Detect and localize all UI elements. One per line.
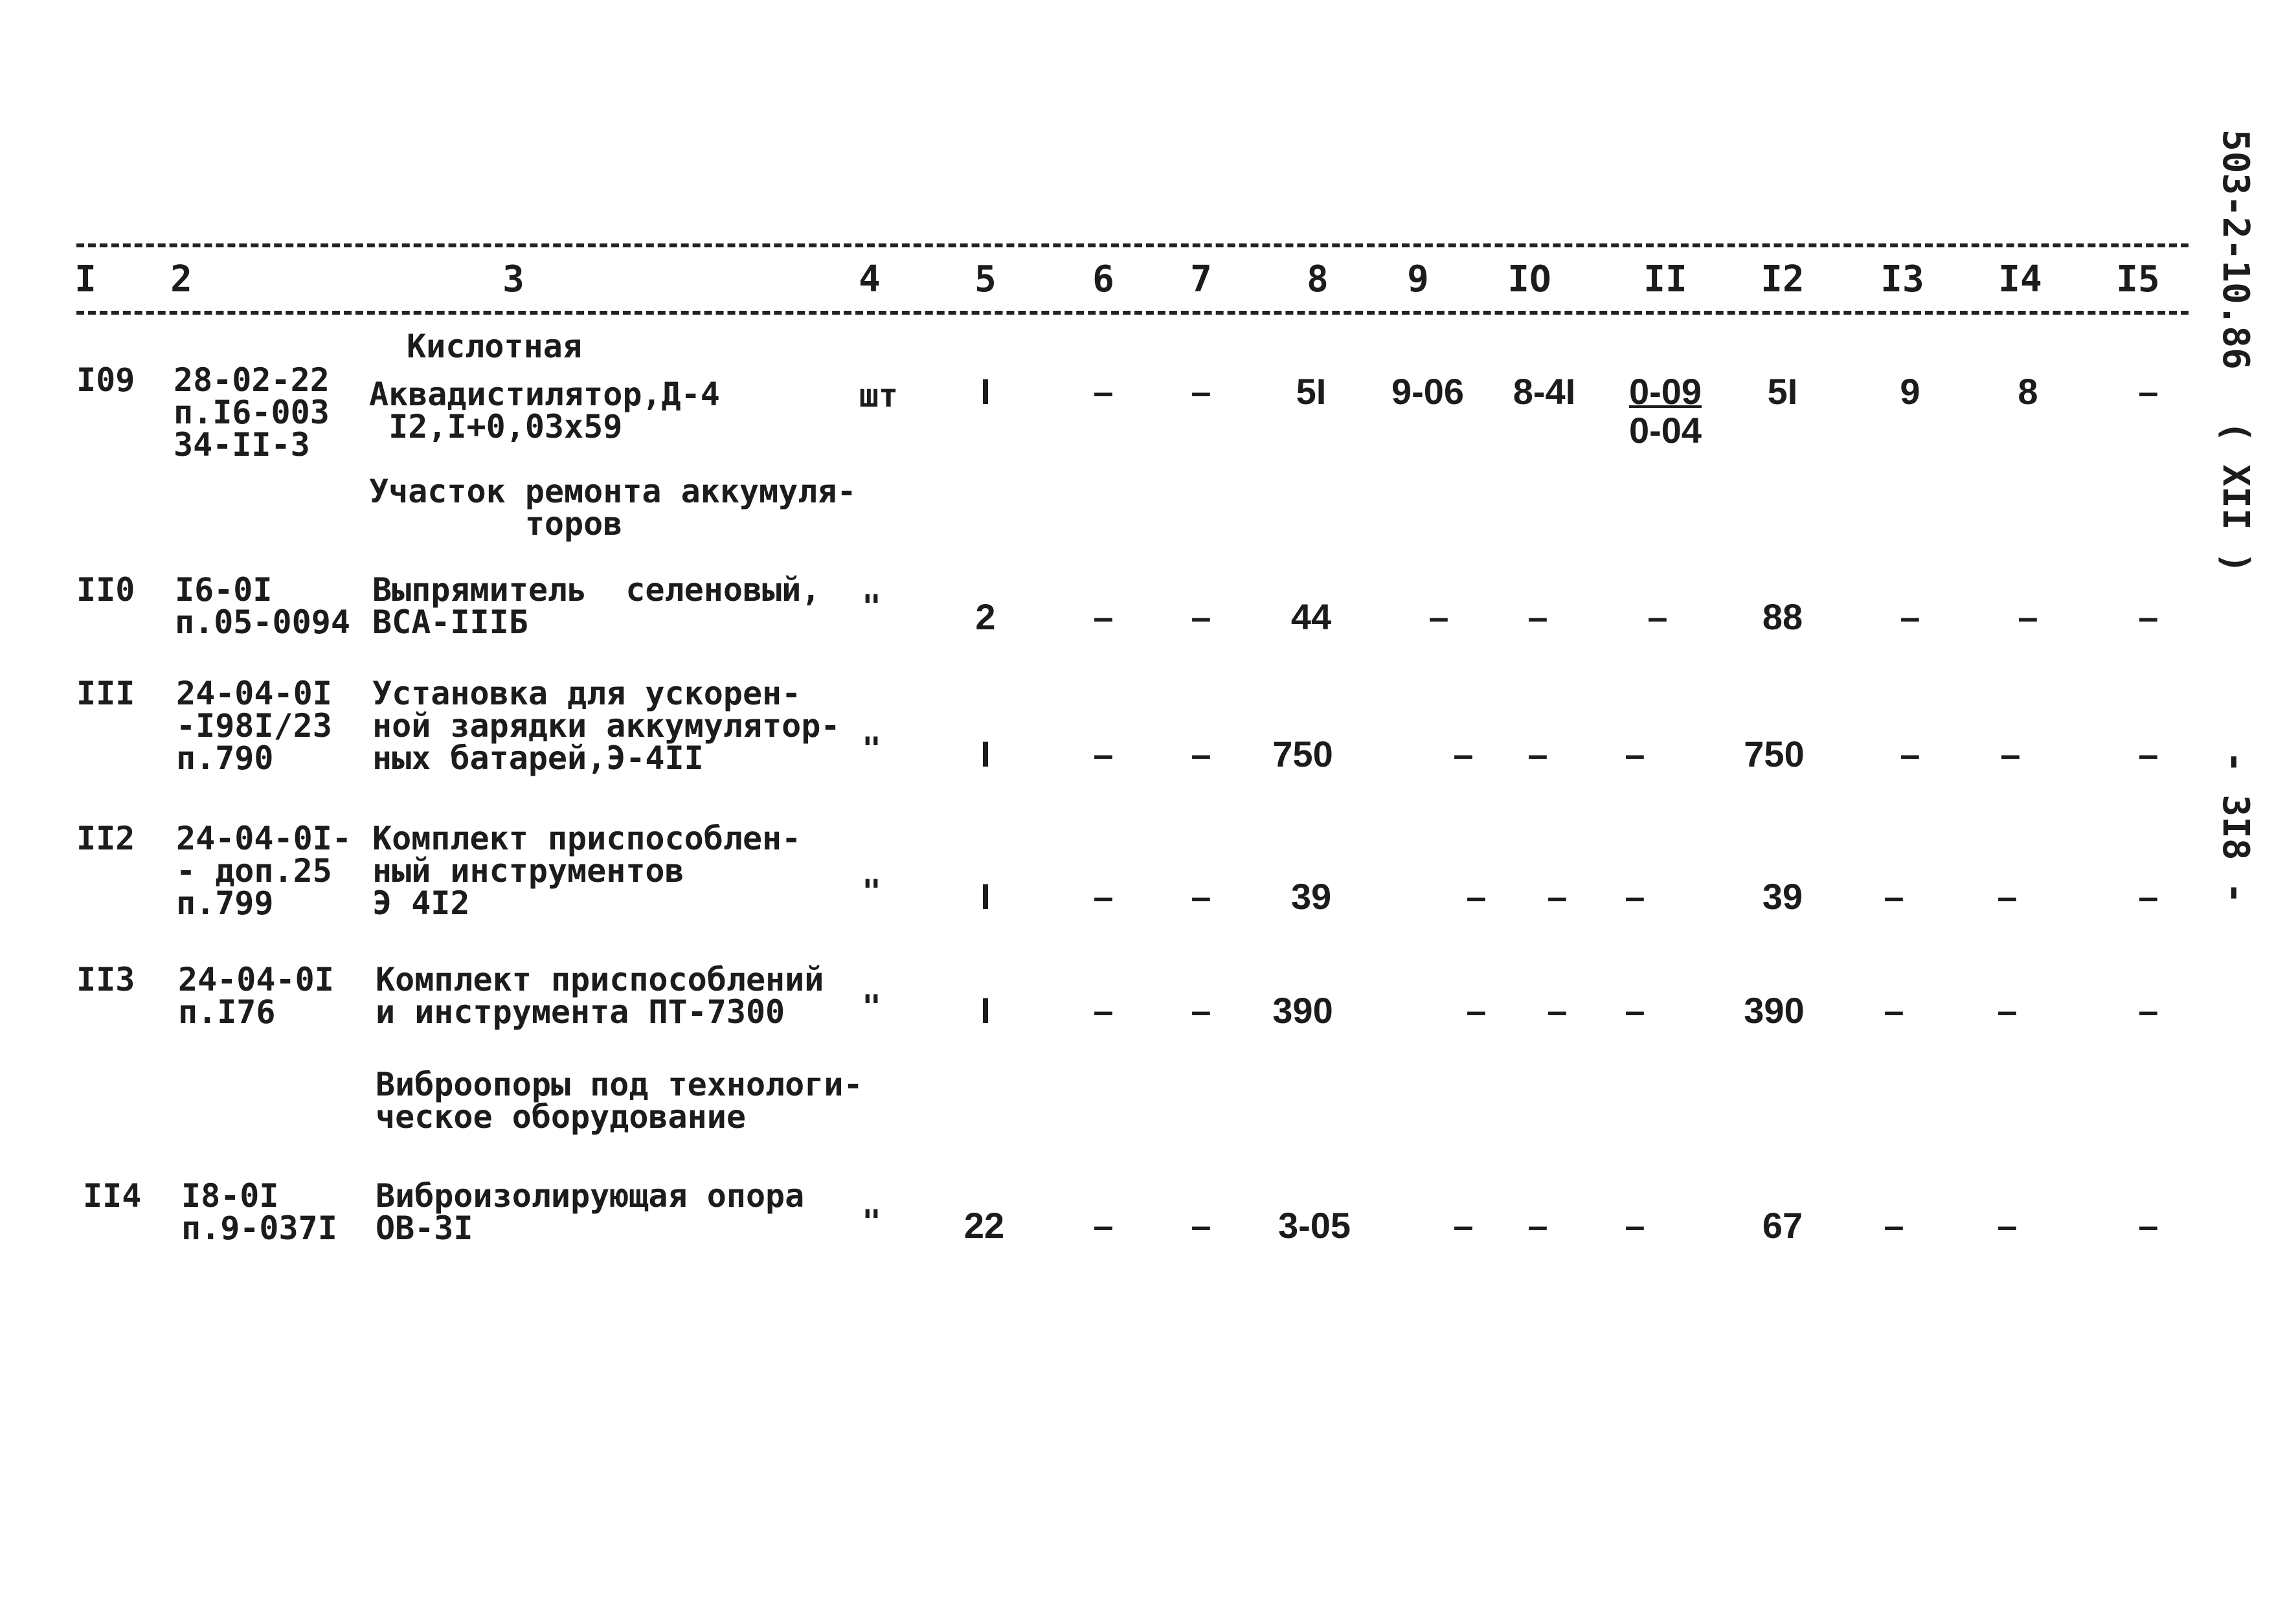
row-col11: –	[1625, 734, 1645, 774]
col-header-5: 5	[974, 258, 996, 300]
row-col14: –	[1997, 876, 2018, 917]
row-col11: –	[1625, 990, 1645, 1031]
row-col6: –	[1093, 734, 1114, 774]
col-header-1: I	[74, 258, 96, 300]
row-number: II2	[76, 820, 135, 857]
row-col10: –	[1527, 1205, 1548, 1246]
row-code: 24-04-0I- - доп.25 п.799	[176, 820, 352, 922]
row-col13: –	[1884, 1205, 1904, 1246]
row-code: 24-04-0I п.I76	[178, 961, 334, 1031]
section-heading-acid: Кислотная	[407, 328, 582, 365]
row-col7: –	[1191, 990, 1211, 1031]
row-col12: 88	[1762, 596, 1803, 637]
row-col6: –	[1093, 990, 1114, 1031]
row-col14: 8	[2018, 371, 2038, 412]
row-col5: 2	[975, 596, 996, 637]
row-col13: –	[1884, 990, 1904, 1031]
col-header-14: I4	[1998, 258, 2042, 300]
row-name: Аквадистилятор,Д-4 I2,I+0,03x59	[369, 376, 720, 445]
row-col15: –	[2138, 1205, 2159, 1246]
row-col15: –	[2138, 990, 2159, 1031]
row-col9: –	[1428, 596, 1449, 637]
row-code: I6-0I п.05-0094	[175, 571, 350, 641]
row-col14: –	[1997, 990, 2018, 1031]
row-col12: 5I	[1767, 371, 1798, 412]
row-col9: –	[1453, 734, 1474, 774]
col-header-9: 9	[1407, 258, 1429, 300]
row-col12: 39	[1762, 876, 1803, 917]
row-col15: –	[2138, 734, 2159, 774]
row-col5: I	[980, 371, 991, 412]
header-top-rule	[76, 243, 2189, 247]
row-number: III	[76, 675, 135, 712]
row-name: Комплект приспособлений и инструмента ПТ-7300	[376, 961, 824, 1031]
col-header-11: II	[1643, 258, 1687, 300]
row-col15: –	[2138, 596, 2159, 637]
row-col14: –	[2000, 734, 2021, 774]
row-col10: –	[1547, 876, 1568, 917]
row-col11: –	[1647, 596, 1668, 637]
row-unit: "	[861, 730, 882, 768]
row-number: I09	[76, 361, 135, 399]
section-heading-vibration-mounts: Виброопоры под технологи- ческое оборудование	[376, 1066, 863, 1136]
row-col6: –	[1093, 1205, 1114, 1246]
row-col10: –	[1527, 734, 1548, 774]
col-header-8: 8	[1307, 258, 1329, 300]
row-number: II4	[83, 1177, 142, 1215]
row-code: 28-02-22 п.I6-003 34-II-3	[174, 361, 330, 464]
row-name: Выпрямитель селеновый, ВСА-IIIБ	[372, 571, 821, 641]
row-code: I8-0I п.9-037I	[181, 1177, 337, 1247]
row-number: II0	[76, 571, 135, 609]
row-col8: 39	[1290, 876, 1332, 917]
row-col14: –	[2018, 596, 2038, 637]
row-col11: –	[1625, 1205, 1645, 1246]
side-volume-number: ( XII )	[2214, 421, 2257, 574]
row-col15: –	[2138, 876, 2159, 917]
row-col10: –	[1527, 596, 1548, 637]
col-header-13: I3	[1880, 258, 1924, 300]
row-unit: шт	[859, 377, 899, 414]
col-header-7: 7	[1190, 258, 1212, 300]
row-col5: I	[980, 876, 991, 917]
side-document-code: 503-2-10.86	[2214, 129, 2257, 370]
row-col9: –	[1453, 1205, 1474, 1246]
row-col8: 750	[1272, 734, 1333, 774]
header-bottom-rule	[76, 311, 2189, 315]
row-name: Комплект приспособлен- ный инструментов Э 4I2	[372, 820, 802, 922]
row-col15: –	[2138, 371, 2159, 412]
row-col6: –	[1093, 596, 1114, 637]
row-col13: –	[1884, 876, 1904, 917]
col-header-6: 6	[1092, 258, 1114, 300]
row-col9: 9-06	[1391, 371, 1465, 412]
row-col5: I	[980, 734, 991, 774]
row-col11-bottom: 0-04	[1628, 410, 1702, 451]
col-header-12: I2	[1761, 258, 1805, 300]
row-col11-top: 0-09	[1628, 371, 1702, 412]
row-col7: –	[1191, 371, 1211, 412]
row-unit: "	[861, 873, 882, 910]
row-col7: –	[1191, 876, 1211, 917]
row-col9: –	[1466, 990, 1487, 1031]
row-col8: 390	[1272, 990, 1333, 1031]
side-page-number: - 3I8 -	[2214, 751, 2257, 905]
col-header-15: I5	[2116, 258, 2160, 300]
row-col5: I	[980, 990, 991, 1031]
row-unit: "	[861, 588, 882, 625]
row-unit: "	[861, 988, 882, 1026]
row-col11: –	[1625, 876, 1645, 917]
row-col12: 67	[1762, 1205, 1803, 1246]
section-heading-battery-repair: Участок ремонта аккумуля- торов	[369, 473, 857, 543]
row-col13: –	[1900, 596, 1920, 637]
row-col13: –	[1900, 734, 1920, 774]
row-col8: 44	[1290, 596, 1332, 637]
row-number: II3	[76, 961, 135, 998]
col-header-2: 2	[170, 258, 192, 300]
row-col7: –	[1191, 596, 1211, 637]
row-unit: "	[861, 1203, 882, 1241]
row-code: 24-04-0I -I98I/23 п.790	[176, 675, 332, 777]
row-name: Виброизолирующая опора ОВ-3I	[376, 1177, 805, 1247]
row-col12: 750	[1744, 734, 1805, 774]
row-col14: –	[1997, 1205, 2018, 1246]
row-col6: –	[1093, 371, 1114, 412]
row-col6: –	[1093, 876, 1114, 917]
row-col7: –	[1191, 1205, 1211, 1246]
row-col5: 22	[963, 1205, 1005, 1246]
col-header-10: IO	[1507, 258, 1551, 300]
col-header-3: 3	[502, 258, 524, 300]
row-col7: –	[1191, 734, 1211, 774]
row-col12: 390	[1744, 990, 1805, 1031]
row-col10: –	[1547, 990, 1568, 1031]
row-col8: 5I	[1296, 371, 1327, 412]
row-name: Установка для ускорен- ной зарядки аккумулятор- ных батарей,Э-4II	[372, 675, 840, 777]
row-col10: 8-4I	[1513, 371, 1576, 412]
row-col13: 9	[1900, 371, 1920, 412]
row-col8: 3-05	[1277, 1205, 1351, 1246]
col-header-4: 4	[859, 258, 881, 300]
row-col9: –	[1466, 876, 1487, 917]
